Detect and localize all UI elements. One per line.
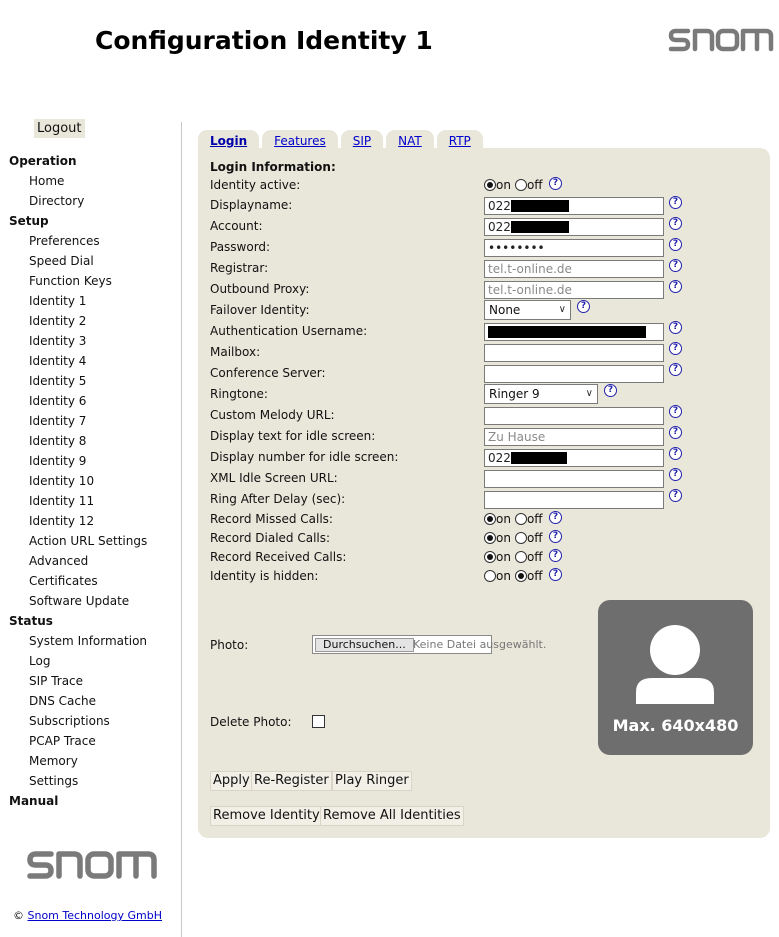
label-mailbox: Mailbox:	[210, 345, 261, 359]
chevron-down-icon: ∨	[585, 388, 593, 399]
sidebar-divider	[181, 122, 182, 937]
radio-on-label: on	[496, 512, 511, 526]
label-outbound-proxy: Outbound Proxy:	[210, 282, 310, 296]
radio-off-label: off	[526, 512, 543, 526]
radio-on-label: on	[496, 550, 511, 564]
mailbox-input[interactable]	[484, 344, 664, 362]
nav-item-identity-7[interactable]: Identity 7	[29, 414, 87, 428]
play-ringer-button[interactable]: Play Ringer	[332, 771, 412, 791]
label-ringtone: Ringtone:	[210, 387, 268, 401]
help-icon[interactable]: ?	[549, 511, 562, 524]
radio-record-dialed	[484, 531, 543, 545]
nav-item-identity-3[interactable]: Identity 3	[29, 334, 87, 348]
help-icon[interactable]: ?	[669, 217, 682, 230]
custom-melody-input[interactable]	[484, 407, 664, 425]
nav-item-settings[interactable]: Settings	[29, 774, 79, 788]
nav-item-identity-12[interactable]: Identity 12	[29, 514, 95, 528]
tab-features[interactable]: Features	[262, 130, 338, 150]
photo-size-caption: Max. 640x480	[612, 716, 739, 735]
nav-section-status: Status	[9, 614, 53, 628]
copyright-symbol: ©	[13, 909, 24, 922]
password-input[interactable]: ••••••••	[484, 239, 664, 257]
tab-rtp[interactable]: RTP	[437, 130, 483, 150]
help-icon[interactable]: ?	[669, 259, 682, 272]
redacted-block	[488, 326, 646, 338]
failover-identity-select[interactable]	[484, 300, 571, 320]
help-icon[interactable]: ?	[669, 196, 682, 209]
displayname-value: 022	[488, 199, 511, 213]
tab-sip[interactable]: SIP	[341, 130, 383, 150]
nav-item-identity-8[interactable]: Identity 8	[29, 434, 87, 448]
nav-item-log[interactable]: Log	[29, 654, 51, 668]
label-record-received: Record Received Calls:	[210, 550, 347, 564]
radio-identity-hidden-off[interactable]	[515, 570, 527, 582]
help-icon[interactable]: ?	[549, 177, 562, 190]
radio-record-missed	[484, 512, 543, 526]
logout-button[interactable]: Logout	[34, 119, 85, 138]
snom-logo-footer	[26, 844, 158, 884]
failover-identity-value: None	[489, 303, 521, 317]
idle-number-input[interactable]	[484, 449, 664, 467]
tab-login[interactable]: Login	[198, 130, 259, 150]
help-icon[interactable]: ?	[669, 468, 682, 481]
radio-identity-active	[484, 178, 543, 192]
nav-item-identity-4[interactable]: Identity 4	[29, 354, 87, 368]
nav-section-manual[interactable]: Manual	[9, 794, 59, 808]
redacted-block	[511, 200, 569, 212]
radio-record-missed-on[interactable]	[484, 513, 496, 525]
label-registrar: Registrar:	[210, 261, 269, 275]
page-title: Configuration Identity 1	[95, 26, 433, 55]
section-heading: Login Information:	[210, 160, 336, 174]
nav-item-dns-cache[interactable]: DNS Cache	[29, 694, 96, 708]
label-account: Account:	[210, 219, 263, 233]
nav-section-setup: Setup	[9, 214, 49, 228]
nav-item-function-keys[interactable]: Function Keys	[29, 274, 112, 288]
radio-on-label: on	[496, 569, 511, 583]
copyright-link[interactable]: Snom Technology GmbH	[27, 909, 163, 922]
nav-item-software-update[interactable]: Software Update	[29, 594, 130, 608]
ringtone-select[interactable]	[484, 384, 598, 404]
label-conference-server: Conference Server:	[210, 366, 326, 380]
nav-item-identity-9[interactable]: Identity 9	[29, 454, 87, 468]
radio-record-dialed-off[interactable]	[515, 532, 527, 544]
label-identity-hidden: Identity is hidden:	[210, 569, 319, 583]
help-icon[interactable]: ?	[669, 405, 682, 418]
nav-item-identity-6[interactable]: Identity 6	[29, 394, 87, 408]
label-photo: Photo:	[210, 638, 249, 652]
outbound-proxy-input[interactable]: tel.t-online.de	[484, 281, 664, 299]
nav-item-certificates[interactable]: Certificates	[29, 574, 98, 588]
help-icon[interactable]: ?	[669, 342, 682, 355]
tab-nat[interactable]: NAT	[386, 130, 434, 150]
redacted-block	[511, 452, 567, 464]
nav-item-identity-2[interactable]: Identity 2	[29, 314, 87, 328]
xml-idle-url-input[interactable]	[484, 470, 664, 488]
label-failover-identity: Failover Identity:	[210, 303, 310, 317]
help-icon[interactable]: ?	[669, 447, 682, 460]
label-record-missed: Record Missed Calls:	[210, 512, 333, 526]
help-icon[interactable]: ?	[669, 238, 682, 251]
radio-on-label: on	[496, 531, 511, 545]
label-idle-text: Display text for idle screen:	[210, 429, 376, 443]
radio-off-label: off	[526, 178, 543, 192]
nav-item-subscriptions[interactable]: Subscriptions	[29, 714, 110, 728]
radio-identity-active-off[interactable]	[515, 179, 527, 191]
label-idle-number: Display number for idle screen:	[210, 450, 399, 464]
ringtone-value: Ringer 9	[489, 387, 540, 401]
conference-server-input[interactable]	[484, 365, 664, 383]
help-icon[interactable]: ?	[669, 321, 682, 334]
nav-item-sip-trace[interactable]: SIP Trace	[29, 674, 84, 688]
reregister-button[interactable]: Re-Register	[251, 771, 332, 791]
remove-identity-button[interactable]: Remove Identity	[210, 806, 323, 826]
radio-record-received-off[interactable]	[515, 551, 527, 563]
apply-button[interactable]: Apply	[210, 771, 253, 791]
nav-item-preferences[interactable]: Preferences	[29, 234, 100, 248]
radio-record-received-on[interactable]	[484, 551, 496, 563]
browse-button[interactable]: Durchsuchen...	[315, 638, 414, 652]
nav-item-identity-1[interactable]: Identity 1	[29, 294, 87, 308]
label-delete-photo: Delete Photo:	[210, 715, 292, 729]
label-displayname: Displayname:	[210, 198, 293, 212]
displayname-input[interactable]	[484, 197, 664, 215]
help-icon[interactable]: ?	[669, 363, 682, 376]
radio-identity-hidden-on[interactable]	[484, 570, 496, 582]
photo-file-input[interactable]	[312, 635, 547, 654]
remove-all-identities-button[interactable]: Remove All Identities	[320, 806, 464, 826]
file-status: Keine Datei ausgewählt.	[413, 638, 547, 651]
help-icon[interactable]: ?	[549, 530, 562, 543]
radio-record-missed-off[interactable]	[515, 513, 527, 525]
label-auth-username: Authentication Username:	[210, 324, 368, 338]
nav-item-system-information[interactable]: System Information	[29, 634, 148, 648]
ring-after-delay-input[interactable]	[484, 491, 664, 509]
nav-item-identity-10[interactable]: Identity 10	[29, 474, 95, 488]
radio-off-label: off	[526, 550, 543, 564]
account-value: 022	[488, 220, 511, 234]
help-icon[interactable]: ?	[669, 489, 682, 502]
nav-item-identity-11[interactable]: Identity 11	[29, 494, 95, 508]
nav-item-memory[interactable]: Memory	[29, 754, 78, 768]
help-icon[interactable]: ?	[549, 549, 562, 562]
nav-item-home[interactable]: Home	[29, 174, 65, 188]
nav-item-action-url-settings[interactable]: Action URL Settings	[29, 534, 148, 548]
snom-logo	[668, 20, 774, 56]
label-identity-active: Identity active:	[210, 178, 301, 192]
radio-identity-active-on[interactable]	[484, 179, 496, 191]
help-icon[interactable]: ?	[669, 280, 682, 293]
radio-record-dialed-on[interactable]	[484, 532, 496, 544]
chevron-down-icon: ∨	[558, 304, 566, 315]
nav-item-identity-5[interactable]: Identity 5	[29, 374, 87, 388]
help-icon[interactable]: ?	[604, 384, 617, 397]
label-ring-after-delay: Ring After Delay (sec):	[210, 492, 346, 506]
radio-identity-hidden	[484, 569, 543, 583]
nav-item-pcap-trace[interactable]: PCAP Trace	[29, 734, 96, 748]
auth-username-input[interactable]	[484, 323, 664, 341]
delete-photo-checkbox[interactable]	[312, 715, 325, 728]
nav-section-operation: Operation	[9, 154, 77, 168]
sidebar-nav	[9, 151, 181, 811]
account-input[interactable]	[484, 218, 664, 236]
radio-off-label: off	[526, 531, 543, 545]
help-icon[interactable]: ?	[577, 300, 590, 313]
copyright	[13, 909, 162, 922]
help-icon[interactable]: ?	[669, 426, 682, 439]
nav-item-speed-dial[interactable]: Speed Dial	[29, 254, 94, 268]
radio-on-label: on	[496, 178, 511, 192]
photo-preview	[598, 600, 753, 755]
label-xml-idle-url: XML Idle Screen URL:	[210, 471, 338, 485]
radio-off-label: off	[526, 569, 543, 583]
nav-item-directory[interactable]: Directory	[29, 194, 85, 208]
tab-bar	[198, 130, 486, 150]
user-avatar-icon	[598, 600, 753, 710]
radio-record-received	[484, 550, 543, 564]
idle-text-input[interactable]: Zu Hause	[484, 428, 664, 446]
label-password: Password:	[210, 240, 271, 254]
label-custom-melody: Custom Melody URL:	[210, 408, 335, 422]
label-record-dialed: Record Dialed Calls:	[210, 531, 331, 545]
help-icon[interactable]: ?	[549, 568, 562, 581]
registrar-input[interactable]: tel.t-online.de	[484, 260, 664, 278]
idle-number-value: 022	[488, 451, 511, 465]
nav-item-advanced[interactable]: Advanced	[29, 554, 89, 568]
redacted-block	[511, 221, 569, 233]
